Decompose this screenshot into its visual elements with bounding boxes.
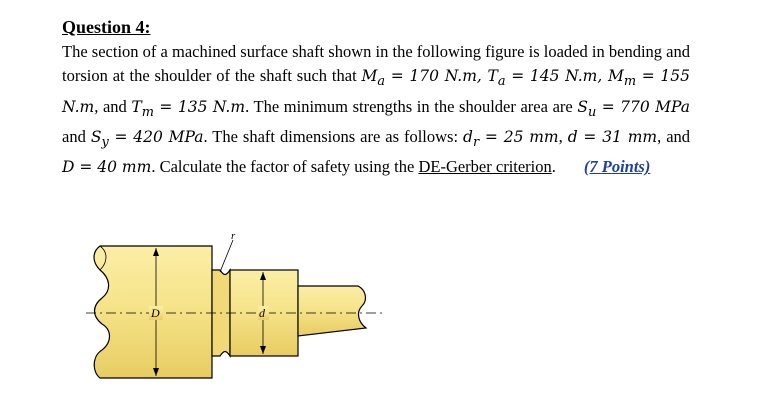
text-segment: The section of a machined surface shaft shown in the following figure is loaded in bending and torsion at the shoulder of the shaft such that bbox=[62, 42, 690, 86]
label-d: d bbox=[259, 306, 265, 320]
math-mm: $M_m = 155$ N.m bbox=[62, 67, 690, 116]
math-sy: $S_y = 420$ MPa bbox=[90, 128, 204, 151]
text-segment: and bbox=[62, 127, 91, 147]
math-su: $S_u = 770$ MPa bbox=[577, 97, 690, 120]
criterion-text: DE-Gerber criterion bbox=[418, 157, 552, 177]
math-ta: $T_a = 145$ N.m, bbox=[487, 67, 608, 90]
math-dr: $d_r = 25$ mm bbox=[463, 128, 559, 151]
label-r: r bbox=[231, 230, 236, 242]
math-d: d = 31 mm bbox=[567, 128, 658, 147]
tail-shaft-section bbox=[298, 286, 366, 336]
points-label: (7 Points) bbox=[583, 157, 651, 177]
text-segment: , bbox=[558, 127, 568, 147]
text-segment: . The shaft dimensions are as follows: bbox=[203, 127, 464, 147]
r-leader bbox=[220, 240, 233, 272]
math-tm: $T_m = 135$ N.m bbox=[131, 97, 246, 120]
text-segment: , and bbox=[94, 96, 132, 116]
question-title: Question 4: bbox=[62, 17, 151, 37]
text-segment: . The minimum strengths in the shoulder area are bbox=[245, 96, 578, 116]
text-segment: . Calculate the factor of safety using the bbox=[151, 157, 419, 177]
text-segment: . bbox=[551, 157, 556, 177]
text-segment: , and bbox=[657, 127, 691, 147]
math-big-d: D = 40 mm bbox=[62, 158, 152, 177]
math-ma: $M_a = 170$ N.m, bbox=[361, 67, 488, 90]
label-D: D bbox=[151, 306, 160, 320]
